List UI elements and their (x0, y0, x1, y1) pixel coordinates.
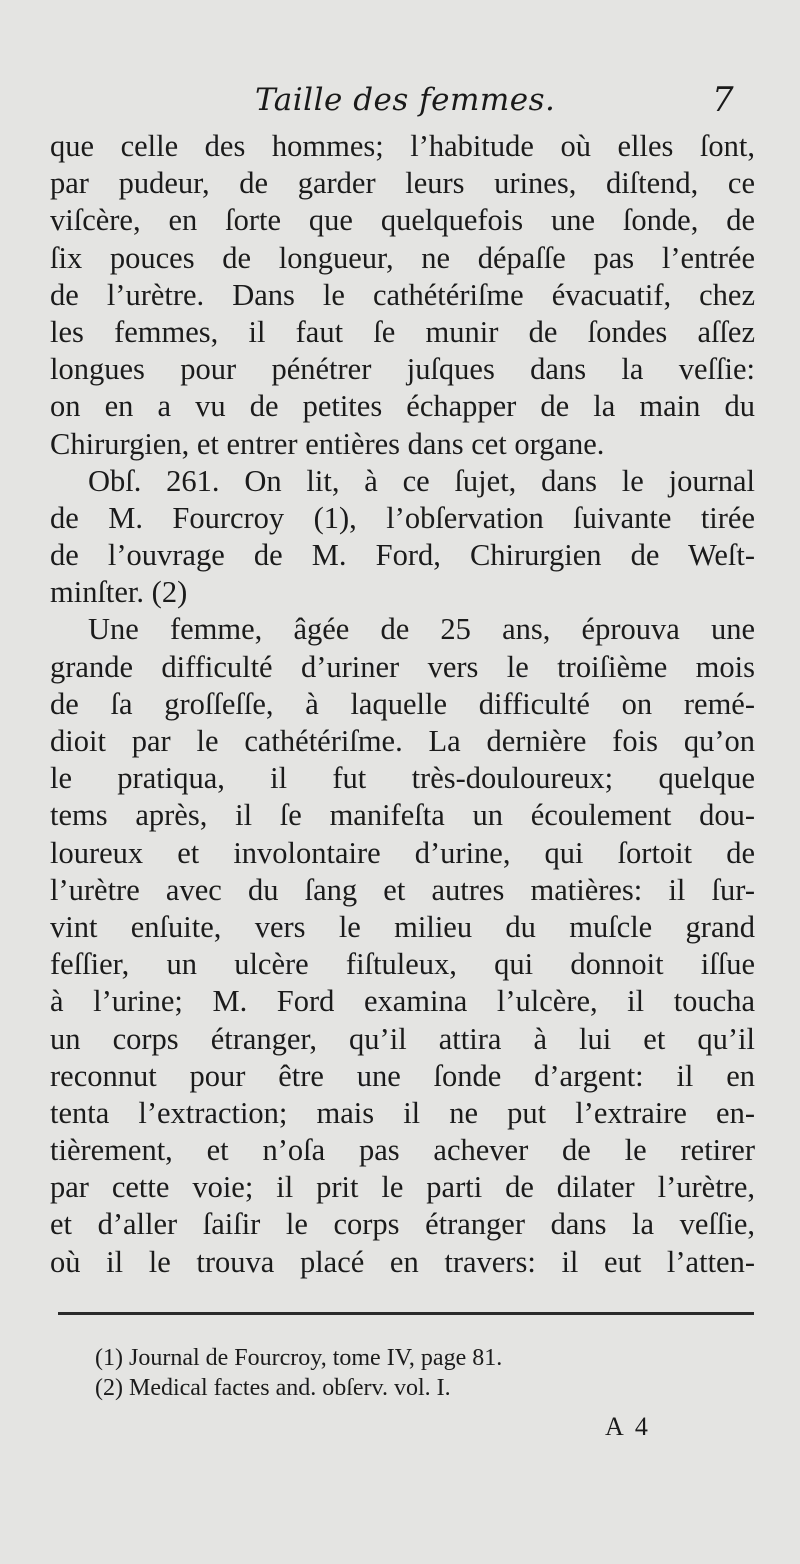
observation-heading-line: Obſ. 261. On lit, à ce ſujet, dans le journal (88, 463, 755, 498)
text-line: Chirurgien, et entrer entières dans cet organe. (50, 426, 605, 461)
text-line: par pudeur, de garder leurs urines, diſtend, ce (50, 166, 755, 201)
text-line: feſſier, un ulcère fiſtuleux, qui donnoit iſſue (50, 947, 755, 982)
text-line: l’urètre avec du ſang et autres matières: il ſur- (50, 872, 755, 907)
text-line: par cette voie; il prit le parti de dilater l’urètre, (50, 1170, 755, 1205)
text-line: un corps étranger, qu’il attira à lui et qu’il (50, 1021, 755, 1056)
page-header (0, 80, 800, 128)
text-line: on en a vu de petites échapper de la main du (50, 389, 755, 424)
text-line: de l’urètre. Dans le cathétériſme évacuatif, chez (50, 277, 755, 312)
footnote-1: (1) Journal de Fourcroy, tome IV, page 81. (95, 1345, 503, 1371)
running-title: Taille des femmes. (255, 82, 556, 118)
body-text (50, 128, 755, 1281)
text-line: les femmes, il faut ſe munir de ſondes aſſez (50, 314, 755, 349)
paragraph-start-line: Une femme, âgée de 25 ans, éprouva une (88, 612, 755, 647)
text-line: à l’urine; M. Ford examina l’ulcère, il toucha (50, 984, 755, 1019)
text-line: vint enſuite, vers le milieu du muſcle grand (50, 909, 755, 944)
text-line: de ſa groſſeſſe, à laquelle difficulté on remé- (50, 686, 755, 721)
footnote-rule (58, 1312, 754, 1315)
text-line: minſter. (2) (50, 575, 188, 610)
text-line: tenta l’extraction; mais il ne put l’extraire en- (50, 1095, 755, 1130)
text-line: ſix pouces de longueur, ne dépaſſe pas l’entrée (50, 240, 755, 275)
text-line: grande difficulté d’uriner vers le troiſième mois (50, 649, 755, 684)
text-line: longues pour pénétrer juſques dans la veſſie: (50, 352, 755, 387)
text-line: et d’aller ſaiſir le corps étranger dans la veſſie, (50, 1207, 755, 1242)
text-line: tièrement, et n’oſa pas achever de le retirer (50, 1133, 755, 1168)
signature-mark: A 4 (605, 1412, 651, 1441)
page-number: 7 (712, 80, 734, 120)
text-line: dioit par le cathétériſme. La dernière fois qu’on (50, 724, 755, 758)
text-line: loureux et involontaire d’urine, qui ſortoit de (50, 835, 755, 870)
text-line: de M. Fourcroy (1), l’obſervation ſuivante tirée (50, 500, 755, 535)
text-line: tems après, il ſe manifeſta un écoulement dou- (50, 798, 755, 833)
text-line: le pratiqua, il fut très-douloureux; quelque (50, 761, 755, 796)
text-line: où il le trouva placé en travers: il eut l’atten- (50, 1244, 755, 1279)
text-line: que celle des hommes; l’habitude où elles ſont, (50, 129, 755, 163)
footnote-2: (2) Medical factes and. obſerv. vol. I. (95, 1375, 451, 1401)
text-line: de l’ouvrage de M. Ford, Chirurgien de Weſt- (50, 538, 755, 573)
footnotes (95, 1343, 502, 1403)
text-line: reconnut pour être une ſonde d’argent: il en (50, 1058, 755, 1093)
text-line: viſcère, en ſorte que quelquefois une ſonde, de (50, 203, 755, 238)
